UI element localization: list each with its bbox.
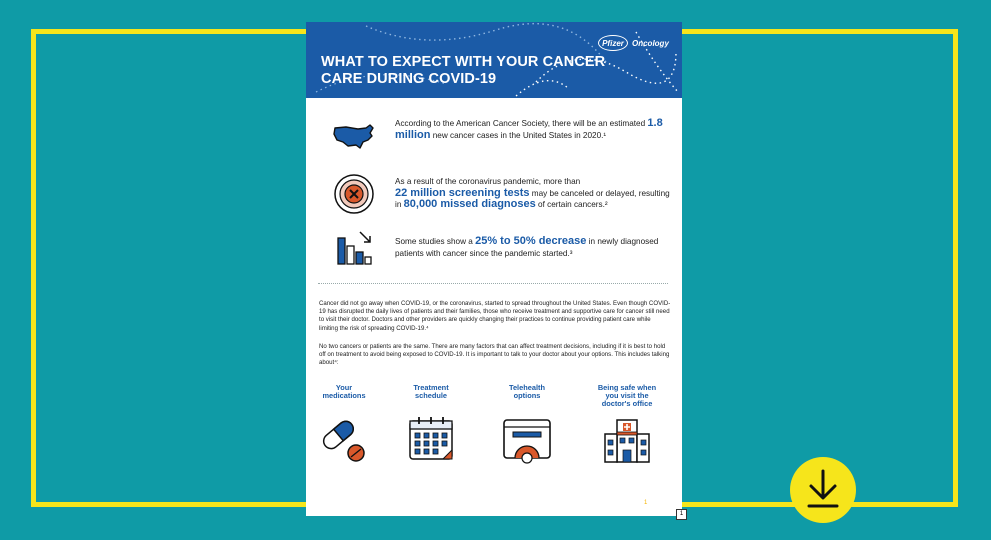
stat-highlight: 1.8 million [395, 117, 663, 141]
topic-medications [306, 384, 384, 412]
pfizer-oncology-logo [598, 35, 669, 51]
stat-highlight: 25% to 50% decrease [475, 235, 587, 247]
declining-bar-chart-icon [332, 228, 376, 272]
usa-map-icon [332, 116, 376, 160]
topic-telehealth [487, 384, 567, 412]
pfizer-logo-mark: Pfizer [598, 35, 628, 51]
page-badge: 1 [676, 509, 687, 520]
topic-label: Being safe when you visit the doctor's office [597, 383, 657, 408]
cancelled-test-icon [332, 172, 376, 216]
section-divider [318, 283, 668, 284]
download-button[interactable] [790, 457, 856, 523]
stat-text: According to the American Cancer Society, there will be an estimated 1.8 million new cancer cases in the United States in 2020.¹ [395, 117, 663, 141]
topics-row [306, 384, 682, 474]
stat-highlight-2: 80,000 missed diagnoses [403, 198, 536, 210]
topic-label: Treatment schedule [413, 383, 449, 400]
page-number: 1 [644, 500, 648, 506]
topic-treatment-schedule [391, 384, 471, 412]
topic-label: Your medications [322, 383, 366, 400]
telehealth-icon [501, 412, 553, 464]
pills-icon [318, 412, 370, 464]
document-title: WHAT TO EXPECT WITH YOUR CANCER CARE DURING COVID-19 [321, 54, 606, 87]
stat-screening-tests [306, 172, 682, 222]
document-preview[interactable] [306, 22, 682, 516]
document-header [306, 22, 682, 98]
topic-safe-visit [587, 384, 667, 412]
topic-label: Telehealth options [508, 383, 545, 400]
stat-new-cases [306, 116, 682, 166]
stat-decrease [306, 228, 682, 278]
oncology-wordmark: Oncology [632, 38, 669, 48]
body-paragraph: No two cancers or patients are the same. There are many factors that can affect treatment decisions, including if it is best to hold off on treatment to avoid being exposed to COVID-19. It is important to talk to your doctor about your options. This includes talking about⁴: [319, 343, 670, 367]
stat-text: Some studies show a 25% to 50% decrease in newly diagnosed patients with cancer since the pandemic started.³ [395, 235, 659, 258]
body-paragraph: Cancer did not go away when COVID-19, or the coronavirus, started to spread throughout the United States. Even though COVID-19 has disrupted the daily lives of patients and their families, those who receive treatment and supportive care for cancer still need to visit their doctor. Doctors and other providers are quickly changing their practices to continue providing patient care while limiting the risk of spreading COVID-19.⁴ [319, 300, 671, 332]
calendar-icon [405, 412, 457, 464]
download-icon [790, 457, 856, 523]
stat-highlight: 22 million screening tests [395, 186, 530, 199]
hospital-icon [601, 412, 653, 464]
stat-text: As a result of the coronavirus pandemic, more than 22 million screening tests may be canceled or delayed, resulting in 80,000 missed diagnoses of certain cancers.² [395, 177, 670, 210]
